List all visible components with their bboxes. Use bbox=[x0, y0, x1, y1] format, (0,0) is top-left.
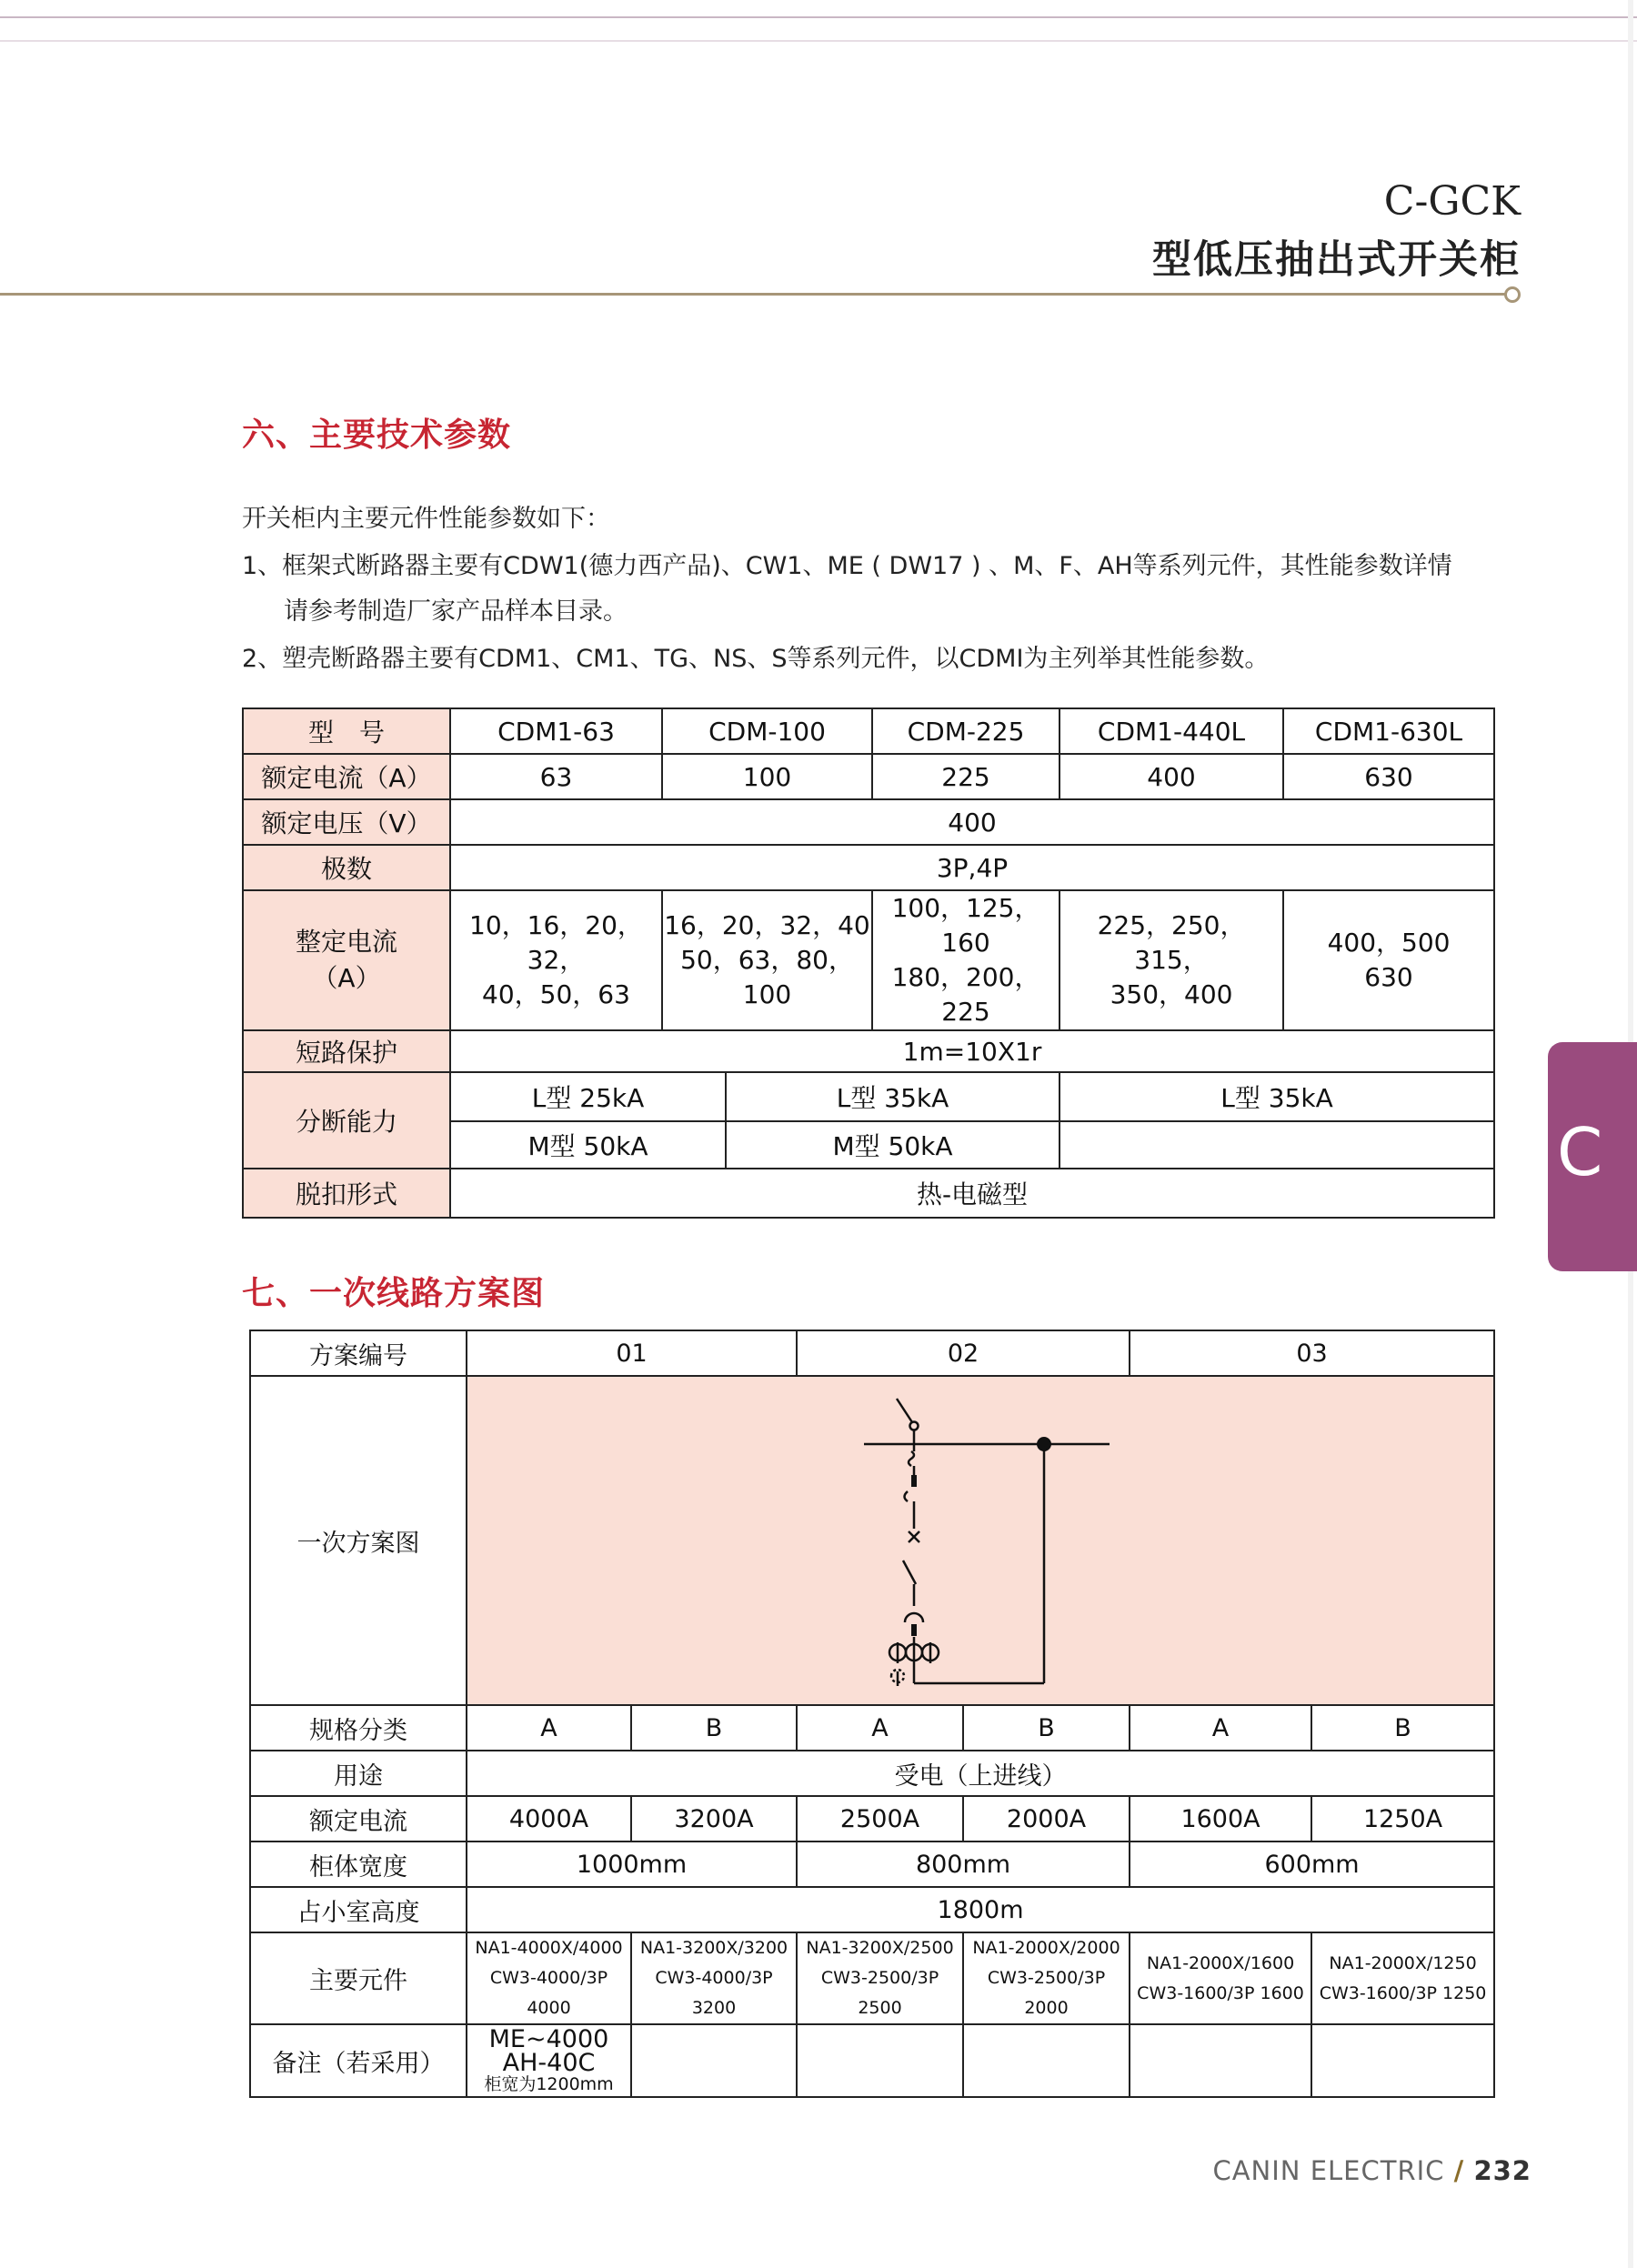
section7-title: 七、一次线路方案图 bbox=[242, 1275, 546, 1312]
cabinet-width-cell: 1000mm bbox=[467, 1841, 797, 1887]
table-row bbox=[243, 1072, 1494, 1121]
model-label: 型 号 bbox=[243, 708, 450, 754]
breaking-l-cell: L型 35kA bbox=[726, 1072, 1060, 1121]
table-row bbox=[250, 1330, 1494, 1376]
cabinet-width-cell: 800mm bbox=[797, 1841, 1130, 1887]
setting-current-line: 40，50，63 bbox=[482, 979, 630, 1009]
components-cell bbox=[1130, 1932, 1311, 2024]
section6-item1-line1: 1、框架式断路器主要有CDW1(德力西产品)、CW1、ME ( DW17 ) 、M、F、AH等系列元件，其性能参数详情 bbox=[242, 552, 1452, 580]
component-line: CW3-4000/3P 4000 bbox=[489, 1968, 608, 2018]
breaking-m-cell bbox=[1060, 1121, 1494, 1169]
trip-type-label: 脱扣形式 bbox=[243, 1169, 450, 1218]
model-cell: CDM1-63 bbox=[450, 708, 662, 754]
model-cell: CDM-225 bbox=[872, 708, 1060, 754]
table-row bbox=[250, 1841, 1494, 1887]
component-line: NA1-3200X/2500 bbox=[806, 1938, 954, 1958]
page-number: 232 bbox=[1473, 2155, 1532, 2186]
rated-voltage-value: 400 bbox=[450, 799, 1494, 845]
section6-item2: 2、塑壳断路器主要有CDM1、CM1、TG、NS、S等系列元件，以CDMI为主列举其性能参数。 bbox=[242, 645, 1270, 673]
setting-current-line: 350，400 bbox=[1110, 979, 1233, 1009]
setting-current-label-line1: 整定电流 bbox=[295, 927, 397, 957]
trip-type-value: 热-电磁型 bbox=[450, 1169, 1494, 1218]
poles-value: 3P,4P bbox=[450, 845, 1494, 890]
setting-current-cell bbox=[1060, 890, 1283, 1030]
isolator-blade bbox=[897, 1399, 912, 1422]
setting-current-cell bbox=[662, 890, 872, 1030]
note-label: 备注（若采用） bbox=[250, 2024, 467, 2097]
breaking-capacity-label: 分断能力 bbox=[243, 1072, 450, 1169]
table-row bbox=[250, 2024, 1494, 2097]
model-cell: CDM1-630L bbox=[1283, 708, 1494, 754]
upper-plug-contact bbox=[909, 1451, 914, 1466]
breaking-m-cell: M型 50kA bbox=[450, 1121, 726, 1169]
cabinet-width-cell: 600mm bbox=[1130, 1841, 1494, 1887]
setting-current-label-line2: （A） bbox=[312, 963, 381, 993]
scheme-rated-current-cell: 1600A bbox=[1130, 1796, 1311, 1841]
header-rule bbox=[0, 293, 1506, 296]
setting-current-line: 50，63，80，100 bbox=[680, 945, 854, 1009]
compartment-height-value: 1800m bbox=[467, 1887, 1494, 1932]
spec-cell: A bbox=[1130, 1705, 1311, 1751]
component-line: NA1-2000X/2000 bbox=[972, 1938, 1120, 1958]
compartment-height-label: 占小室高度 bbox=[250, 1887, 467, 1932]
table-row bbox=[243, 890, 1494, 1030]
component-line: NA1-3200X/3200 bbox=[639, 1938, 788, 1958]
component-line: NA1-4000X/4000 bbox=[475, 1938, 623, 1958]
header-title: 型低压抽出式开关柜 bbox=[1152, 237, 1521, 283]
top-rule-light bbox=[0, 40, 1637, 42]
components-cell bbox=[631, 1932, 797, 2024]
poles-label: 极数 bbox=[243, 845, 450, 890]
setting-current-label bbox=[243, 890, 450, 1030]
single-line-diagram bbox=[467, 1379, 1491, 1702]
rated-current-label: 额定电流（A） bbox=[243, 754, 450, 799]
use-label: 用途 bbox=[250, 1751, 467, 1796]
table-row bbox=[250, 1796, 1494, 1841]
scheme-no-cell: 01 bbox=[467, 1330, 797, 1376]
rated-current-cell: 225 bbox=[872, 754, 1060, 799]
note-line: 柜宽为1200mm bbox=[484, 2074, 614, 2094]
setting-current-line: 100，125，160 bbox=[891, 893, 1040, 958]
table-row bbox=[243, 1169, 1494, 1218]
short-circuit-label: 短路保护 bbox=[243, 1030, 450, 1072]
rated-current-cell: 100 bbox=[662, 754, 872, 799]
scheme-rated-current-label: 额定电流 bbox=[250, 1796, 467, 1841]
breaker-blade bbox=[903, 1561, 916, 1584]
spec-cell: B bbox=[631, 1705, 797, 1751]
setting-current-cell bbox=[872, 890, 1060, 1030]
scheme-rated-current-cell: 2000A bbox=[963, 1796, 1130, 1841]
rated-current-cell: 63 bbox=[450, 754, 662, 799]
note-cell-empty bbox=[1311, 2024, 1494, 2097]
table-row bbox=[250, 1887, 1494, 1932]
components-cell bbox=[1311, 1932, 1494, 2024]
breaking-l-cell: L型 25kA bbox=[450, 1072, 726, 1121]
setting-current-line: 10，16，20，32， bbox=[469, 910, 643, 975]
components-cell bbox=[467, 1932, 631, 2024]
setting-current-line: 225，250，315， bbox=[1097, 910, 1246, 975]
scheme-rated-current-cell: 3200A bbox=[631, 1796, 797, 1841]
components-cell bbox=[797, 1932, 963, 2024]
table-row bbox=[243, 754, 1494, 799]
components-cell bbox=[963, 1932, 1130, 2024]
chapter-tab-letter: C bbox=[1557, 1114, 1603, 1190]
use-value: 受电（上进线） bbox=[467, 1751, 1494, 1796]
rated-current-cell: 630 bbox=[1283, 754, 1494, 799]
note-line: ME~4000 bbox=[488, 2025, 609, 2053]
lower-plug-block bbox=[911, 1624, 917, 1636]
circuit-scheme-table bbox=[249, 1330, 1495, 2098]
section6-item1-line2: 请参考制造厂家产品样本目录。 bbox=[284, 597, 628, 626]
setting-current-cell bbox=[450, 890, 662, 1030]
header-rule-dot bbox=[1504, 286, 1521, 303]
component-line: CW3-1600/3P 1600 bbox=[1137, 1982, 1304, 2003]
setting-current-line: 630 bbox=[1364, 962, 1413, 992]
breaking-m-cell: M型 50kA bbox=[726, 1121, 1060, 1169]
setting-current-cell bbox=[1283, 890, 1494, 1030]
model-cell: CDM-100 bbox=[662, 708, 872, 754]
component-line: CW3-4000/3P 3200 bbox=[655, 1968, 773, 2018]
note-line: AH-40C bbox=[502, 2049, 596, 2077]
setting-current-line: 16，20，32，40 bbox=[664, 910, 870, 940]
footer-separator: / bbox=[1453, 2155, 1465, 2186]
scheme-no-cell: 02 bbox=[797, 1330, 1130, 1376]
table-row bbox=[250, 1751, 1494, 1796]
spec-cell: B bbox=[963, 1705, 1130, 1751]
footer-brand: CANIN ELECTRIC bbox=[1212, 2155, 1445, 2186]
table-row bbox=[250, 1376, 1494, 1705]
upper-plug-block bbox=[911, 1475, 917, 1487]
header-code: C-GCK bbox=[1383, 178, 1521, 225]
spec-label: 规格分类 bbox=[250, 1705, 467, 1751]
rated-current-cell: 400 bbox=[1060, 754, 1283, 799]
setting-current-line: 400，500 bbox=[1327, 928, 1451, 958]
breaking-l-cell: L型 35kA bbox=[1060, 1072, 1494, 1121]
cabinet-width-label: 柜体宽度 bbox=[250, 1841, 467, 1887]
table-row bbox=[250, 1932, 1494, 2024]
component-line: CW3-1600/3P 1250 bbox=[1319, 1982, 1487, 2003]
component-line: NA1-2000X/1600 bbox=[1146, 1952, 1295, 1973]
note-cell-empty bbox=[631, 2024, 797, 2097]
section6-intro: 开关柜内主要元件性能参数如下： bbox=[242, 505, 610, 533]
isolator-contact bbox=[910, 1422, 919, 1430]
diagram-label: 一次方案图 bbox=[250, 1376, 467, 1705]
spec-cell: B bbox=[1311, 1705, 1494, 1751]
note-cell bbox=[467, 2024, 631, 2097]
setting-current-line: 180，200，225 bbox=[891, 962, 1040, 1027]
scheme-rated-current-cell: 2500A bbox=[797, 1796, 963, 1841]
component-line: CW3-2500/3P 2500 bbox=[820, 1968, 939, 2018]
single-line-diagram-cell bbox=[467, 1376, 1494, 1705]
table-row bbox=[243, 845, 1494, 890]
scheme-no-label: 方案编号 bbox=[250, 1330, 467, 1376]
scheme-no-cell: 03 bbox=[1130, 1330, 1494, 1376]
rated-voltage-label: 额定电压（V） bbox=[243, 799, 450, 845]
model-cell: CDM1-440L bbox=[1060, 708, 1283, 754]
component-line: CW3-2500/3P 2000 bbox=[987, 1968, 1106, 2018]
bus-junction-dot bbox=[1037, 1437, 1051, 1451]
section6-title: 六、主要技术参数 bbox=[242, 416, 512, 454]
lower-disconnect-contact bbox=[905, 1613, 923, 1622]
scheme-rated-current-cell: 4000A bbox=[467, 1796, 631, 1841]
page-footer bbox=[1212, 2155, 1532, 2186]
component-line: NA1-2000X/1250 bbox=[1329, 1952, 1477, 1973]
table-row bbox=[243, 1030, 1494, 1072]
table-row bbox=[250, 1705, 1494, 1751]
upper-disconnect-contact bbox=[905, 1491, 909, 1501]
table-row bbox=[243, 799, 1494, 845]
components-label: 主要元件 bbox=[250, 1932, 467, 2024]
short-circuit-value: 1m=10X1r bbox=[450, 1030, 1494, 1072]
note-cell-empty bbox=[797, 2024, 963, 2097]
spec-cell: A bbox=[467, 1705, 631, 1751]
spec-cell: A bbox=[797, 1705, 963, 1751]
table-row bbox=[243, 708, 1494, 754]
note-cell-empty bbox=[1130, 2024, 1311, 2097]
tech-params-table bbox=[242, 707, 1495, 1219]
note-cell-empty bbox=[963, 2024, 1130, 2097]
top-rule bbox=[0, 16, 1637, 18]
scheme-rated-current-cell: 1250A bbox=[1311, 1796, 1494, 1841]
